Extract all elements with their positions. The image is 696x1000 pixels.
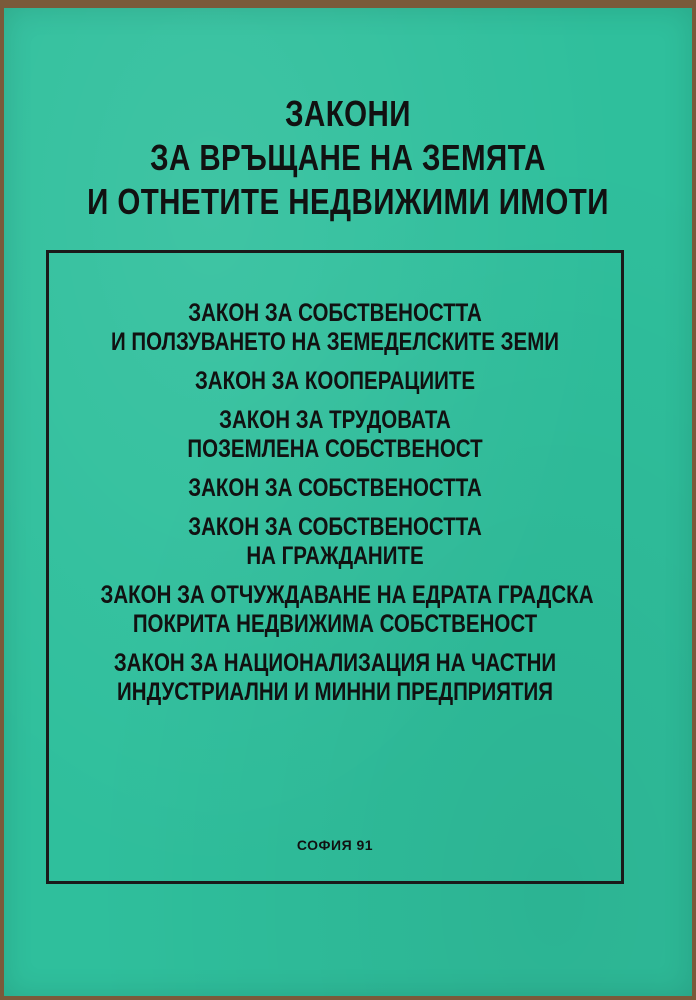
law-line: ЗАКОН ЗА СОБСТВЕНОСТТА bbox=[188, 513, 482, 541]
law-item bbox=[100, 513, 569, 571]
law-item bbox=[100, 299, 569, 357]
publisher-imprint: СОФИЯ 91 bbox=[296, 837, 374, 853]
law-line: НА ГРАЖДАНИТЕ bbox=[246, 542, 424, 570]
title-line: ЗАКОНИ bbox=[285, 93, 411, 134]
law-line: ИНДУСТРИАЛНИ И МИННИ ПРЕДПРИЯТИЯ bbox=[117, 678, 553, 706]
law-list bbox=[100, 299, 594, 717]
law-line: ЗАКОН ЗА СОБСТВЕНОСТТА bbox=[188, 299, 482, 327]
law-item bbox=[100, 581, 594, 639]
law-line: ЗАКОН ЗА ТРУДОВАТА bbox=[219, 406, 451, 434]
law-line: ЗАКОН ЗА НАЦИОНАЛИЗАЦИЯ НА ЧАСТНИ bbox=[113, 649, 557, 677]
law-item bbox=[100, 406, 569, 464]
book-title bbox=[66, 92, 630, 224]
law-line: И ПОЛЗУВАНЕТО НА ЗЕМЕДЕЛСКИТЕ ЗЕМИ bbox=[110, 328, 560, 356]
law-line: ЗАКОН ЗА ОТЧУЖДАВАНЕ НА ЕДРАТА ГРАДСКА bbox=[100, 581, 594, 609]
law-line: ЗАКОН ЗА КООПЕРАЦИИТЕ bbox=[194, 367, 476, 395]
law-line: ПОКРИТА НЕДВИЖИМА СОБСТВЕНОСТ bbox=[132, 610, 538, 638]
law-line: ПОЗЕМЛЕНА СОБСТВЕНОСТ bbox=[187, 435, 483, 463]
law-item bbox=[100, 649, 569, 707]
law-line: ЗАКОН ЗА СОБСТВЕНОСТТА bbox=[188, 474, 482, 502]
title-line: ЗА ВРЪЩАНЕ НА ЗЕМЯТА bbox=[150, 137, 546, 178]
contents-frame bbox=[46, 250, 624, 884]
title-line: И ОТНЕТИТЕ НЕДВИЖИМИ ИМОТИ bbox=[87, 181, 609, 222]
law-item bbox=[100, 367, 569, 396]
law-item bbox=[100, 474, 569, 503]
book-cover bbox=[4, 8, 692, 996]
